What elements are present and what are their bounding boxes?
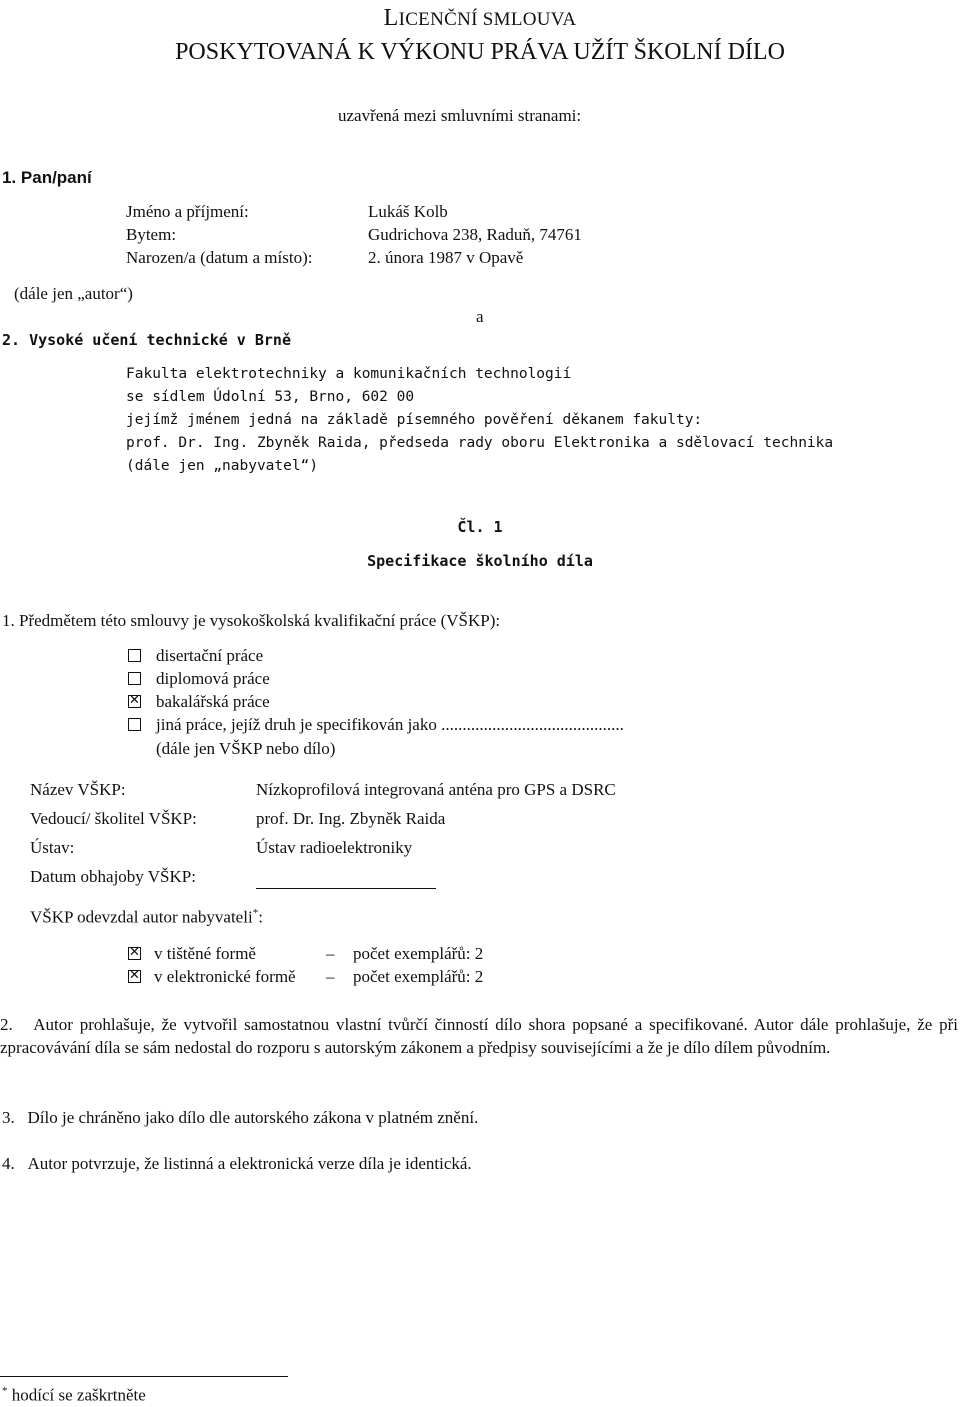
option-bakalarska: bakalářská práce [156,692,270,711]
title-rest: ICENČNÍ SMLOUVA [398,9,577,30]
option-jina: jiná práce, jejíž druh je specifikován jako ........................................... [156,715,624,734]
option-disertacni: disertační práce [156,646,264,665]
detail-value-title: Nízkoprofilová integrovaná anténa pro GPS a DSRC [256,780,616,799]
party1-heading: 1. Pan/paní [2,168,92,187]
checkbox-bakalarska[interactable]: ✕ [129,693,140,708]
handover-label: VŠKP odevzdal autor nabyvateli [30,907,253,927]
party2-line-faculty: Fakulta elektrotechniky a komunikačních technologií [126,366,572,382]
handover-footnote-mark: * [252,907,259,919]
footnote-text: hodící se zaškrtněte [11,1385,146,1405]
form-printed-label: v tištěné formě [154,944,256,963]
paragraph-4 [2,1154,472,1174]
party1-label-address: Bytem: [126,225,177,244]
detail-label-title: Název VŠKP: [30,780,126,799]
detail-value-institute: Ústav radioelektroniky [256,838,413,857]
item1-text: 1. Předmětem této smlouvy je vysokoškolská kvalifikační práce (VŠKP): [2,611,501,630]
form-electronic-label: v elektronické formě [154,967,296,986]
party2-heading: 2. Vysoké učení technické v Brně [2,331,291,349]
paragraph-4-number: 4. [2,1154,15,1173]
paragraph-3-text: Dílo je chráněno jako dílo dle autorského zákona v platném znění. [27,1108,479,1127]
document-title [0,4,960,33]
detail-label-defense-date: Datum obhajoby VŠKP: [30,867,196,886]
footnote [2,1385,146,1406]
detail-label-supervisor: Vedoucí/ školitel VŠKP: [30,809,197,828]
form-electronic-dash: – [326,967,335,986]
party2-line-address: se sídlem Údolní 53, Brno, 602 00 [126,389,415,405]
party2-alias: (dále jen „nabyvatel“) [126,458,319,474]
checkbox-jina[interactable] [128,718,141,731]
handover-colon: : [258,907,263,927]
intro-text: uzavřená mezi smluvními stranami: [338,106,582,125]
party2-line-representation: jejímž jménem jedná na základě písemného pověření děkanem fakulty: [126,412,703,428]
footnote-mark: * [2,1385,8,1397]
paragraph-2-number: 2. [0,1015,13,1034]
article-title: Specifikace školního díla [367,552,593,570]
form-electronic-count: počet exemplářů: 2 [353,967,484,986]
detail-value-supervisor: prof. Dr. Ing. Zbyněk Raida [256,809,446,828]
party1-value-name: Lukáš Kolb [368,202,448,221]
document-subtitle: POSKYTOVANÁ K VÝKONU PRÁVA UŽÍT ŠKOLNÍ DÍLO [175,39,785,65]
detail-label-institute: Ústav: [30,838,75,857]
paragraph-2-text: Autor prohlašuje, že vytvořil samostatnou vlastní tvůrčí činností dílo shora popsané a specifikované. Autor dále prohlašuje, že při zpracovávání díla se sám nedostal do rozporu s autorským zákonem a předpisy souvisejícími a že je dílo dílem původním. [0,1015,958,1057]
defense-date-blank-line [256,887,436,889]
paragraph-3 [2,1108,478,1128]
footnote-separator [0,1376,288,1377]
handover-text [30,907,263,928]
paragraph-4-text: Autor potvrzuje, že listinná a elektronická verze díla je identická. [27,1154,472,1173]
party1-alias: (dále jen „autor“) [14,284,133,303]
article-number: Čl. 1 [457,518,503,536]
party2-line-signatory: prof. Dr. Ing. Zbyněk Raida, předseda rady oboru Elektronika a sdělovací technika [126,435,834,451]
form-printed-dash: – [326,944,335,963]
checkbox-disertacni[interactable] [128,649,141,662]
party1-label-birth: Narozen/a (datum a místo): [126,248,313,267]
item1-alias: (dále jen VŠKP nebo dílo) [156,739,336,758]
and-word: a [476,307,484,326]
checkbox-diplomova[interactable] [128,672,141,685]
party1-label-name: Jméno a příjmení: [126,202,249,221]
form-printed-count: počet exemplářů: 2 [353,944,484,963]
option-diplomova: diplomová práce [156,669,270,688]
paragraph-2 [0,1013,958,1059]
checkbox-electronic-form[interactable]: ✕ [129,968,140,983]
paragraph-3-number: 3. [2,1108,15,1127]
title-first-letter: L [383,5,399,31]
party1-value-birth: 2. února 1987 v Opavě [368,248,524,267]
checkbox-printed-form[interactable]: ✕ [129,945,140,960]
party1-value-address: Gudrichova 238, Raduň, 74761 [368,225,582,244]
